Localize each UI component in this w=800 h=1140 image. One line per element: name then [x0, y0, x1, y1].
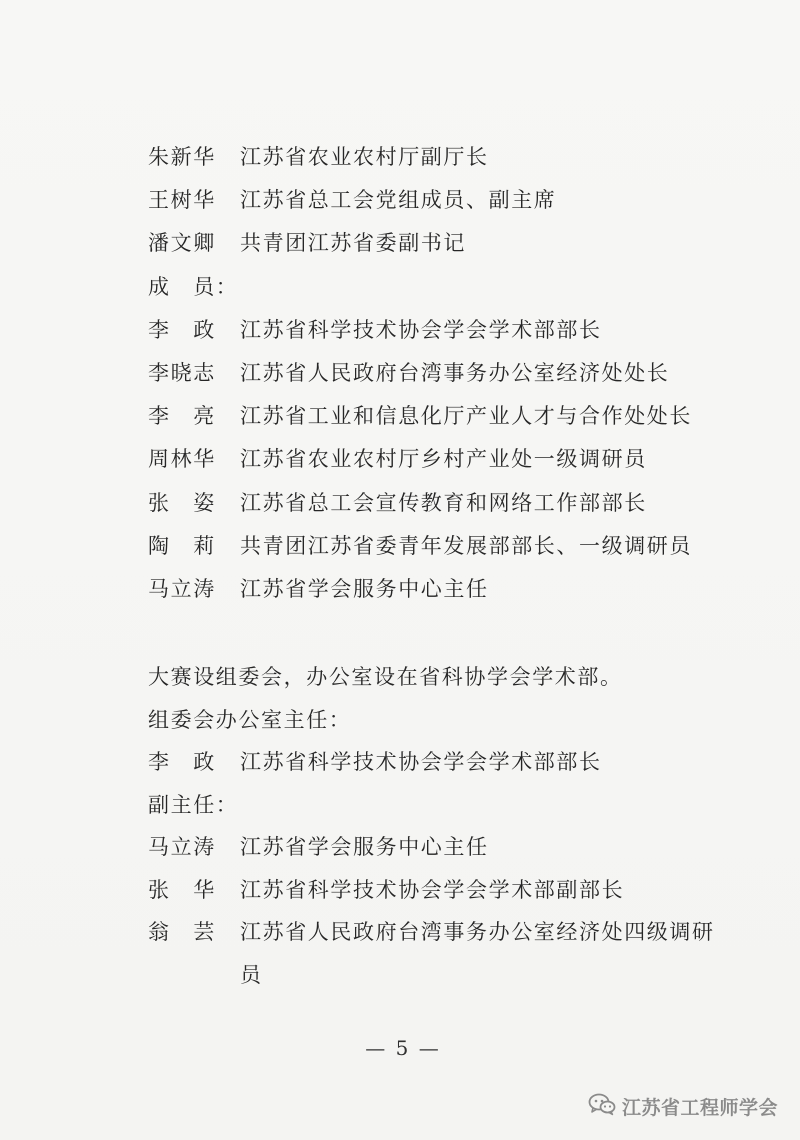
person-title: 江苏省人民政府台湾事务办公室经济处处长	[240, 361, 670, 386]
person-name: 王树华	[148, 188, 216, 213]
person-name: 潘文卿	[148, 231, 216, 256]
person-name: 李 亮	[148, 404, 216, 429]
person-name: 李 政	[148, 317, 216, 342]
person-row	[148, 395, 748, 438]
person-name: 朱新华	[148, 145, 216, 169]
person-name: 陶 莉	[148, 533, 216, 558]
person-title: 江苏省农业农村厅乡村产业处一级调研员	[240, 447, 647, 472]
person-row	[148, 179, 748, 222]
watermark-text: 江苏省工程师学会	[622, 1097, 779, 1119]
person-title: 江苏省科学技术协会学会学术部部长	[240, 317, 602, 342]
person-row	[148, 741, 748, 784]
person-row	[148, 136, 748, 179]
person-title: 江苏省学会服务中心主任	[240, 577, 489, 602]
person-row	[148, 482, 748, 525]
person-row	[148, 911, 748, 996]
person-name: 张 姿	[148, 490, 216, 515]
person-title: 江苏省人民政府台湾事务办公室经济处四级调研员	[240, 920, 715, 987]
person-name: 周林华	[148, 447, 216, 472]
account-watermark	[588, 1092, 778, 1121]
person-title: 江苏省农业农村厅副厅长	[240, 145, 489, 169]
person-title: 江苏省总工会宣传教育和网络工作部部长	[240, 490, 647, 515]
person-name: 翁 芸	[148, 920, 216, 944]
person-name: 李 政	[148, 750, 216, 774]
person-title: 共青团江苏省委副书记	[240, 231, 466, 256]
person-row	[148, 352, 748, 395]
leadership-list	[148, 136, 748, 611]
person-title: 江苏省科学技术协会学会学术部副部长	[240, 877, 625, 902]
person-title: 共青团江苏省委青年发展部部长、一级调研员	[240, 533, 692, 558]
person-row	[148, 309, 748, 352]
wechat-icon	[588, 1092, 622, 1121]
person-title: 江苏省总工会党组成员、副主席	[240, 188, 557, 213]
person-title: 江苏省工业和信息化厅产业人才与合作处处长	[240, 404, 692, 429]
page-number: — 5 —	[365, 1036, 441, 1060]
person-row	[148, 568, 748, 611]
person-row	[148, 826, 748, 869]
deputy-label: 副主任：	[148, 792, 239, 817]
person-name: 马立涛	[148, 835, 216, 859]
person-title: 江苏省科学技术协会学会学术部部长	[240, 750, 602, 774]
person-row	[148, 525, 748, 568]
committee-section	[148, 656, 748, 996]
person-row	[148, 438, 748, 481]
person-name: 李晓志	[148, 361, 216, 386]
committee-intro: 大赛设组委会，办公室设在省科协学会学术部。	[148, 665, 623, 689]
person-row	[148, 869, 748, 912]
person-title: 江苏省学会服务中心主任	[240, 835, 489, 859]
members-label: 成 员：	[148, 274, 239, 299]
person-name: 马立涛	[148, 577, 216, 602]
person-name: 张 华	[148, 877, 216, 902]
director-label: 组委会办公室主任：	[148, 707, 352, 732]
person-row	[148, 222, 748, 265]
